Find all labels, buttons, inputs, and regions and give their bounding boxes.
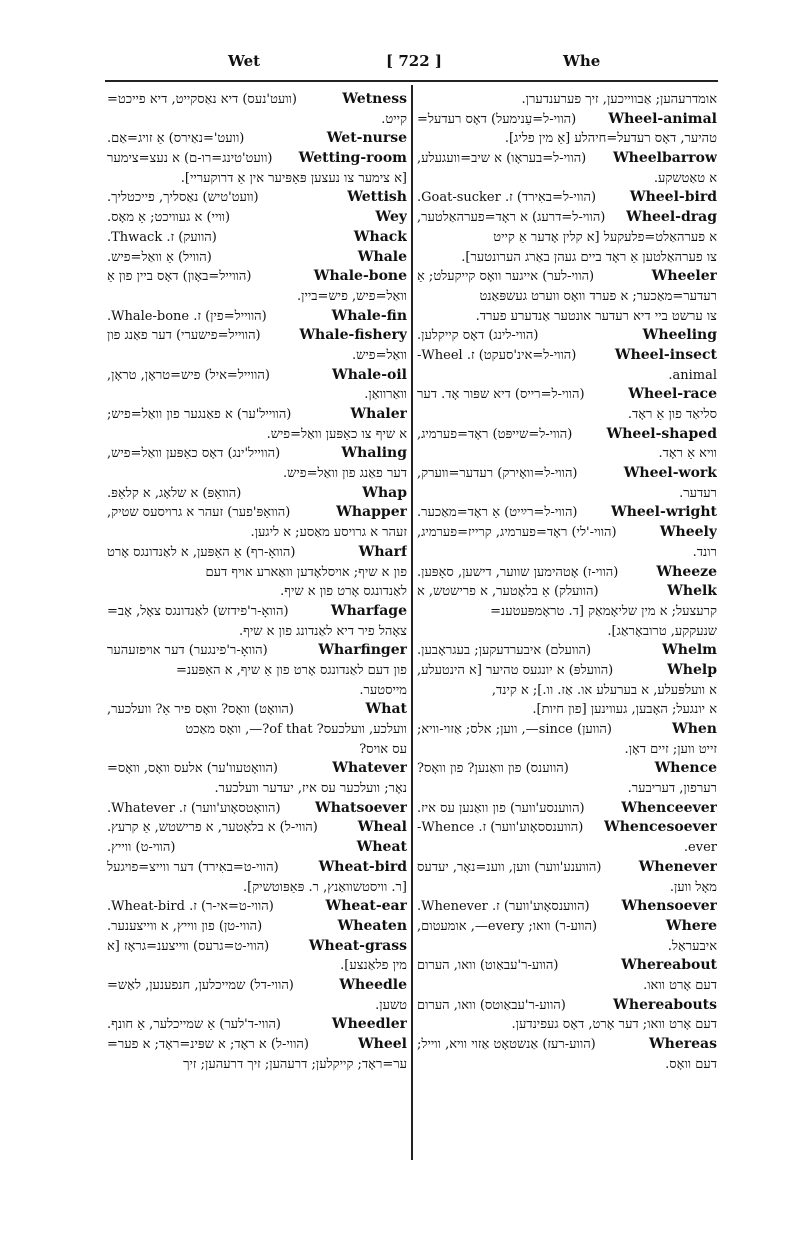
entry-definition: טהיער, דאָס רעדעל=חיהלע [אַ מין פליג]. (504, 131, 717, 147)
dictionary-entry (107, 858, 407, 878)
entry-definition: (וועט'טיש) נאַסליך, פייכטליך. (107, 190, 259, 206)
entry-headword: Whelp (667, 661, 717, 678)
entry-definition: (הוואַפּ) א שלאָג, א קלאַפּ. (107, 485, 242, 501)
entry-definition: סליאַד פון אַ ראָד. (627, 407, 717, 422)
dictionary-entry (107, 188, 407, 208)
entry-headword: Wheel-wright (610, 504, 717, 521)
entry-headword: Wheedle (339, 976, 407, 993)
dictionary-entry (417, 858, 717, 878)
entry-headword: Wheat-ear (325, 898, 407, 915)
dictionary-entry (417, 956, 717, 976)
dictionary-entry (107, 307, 407, 327)
dictionary-entry (107, 326, 407, 346)
entry-continuation (417, 484, 717, 504)
dictionary-entry (107, 484, 407, 504)
left-column (107, 90, 407, 1074)
entry-definition: איבעראַל. (667, 938, 717, 954)
header-right-guideword: Whe (563, 52, 601, 70)
entry-definition: (וועט'טינג=רו-ם) א נעצ=צימער (107, 151, 273, 167)
entry-definition: (הווי-ל) א ראָד; א שפּינ=ראָד; א פער= (107, 1037, 309, 1052)
entry-definition: [ר. וויסטשוואַנץ, ר. פּאַפּוטשיק]. (243, 879, 407, 895)
entry-definition: (הווי-ד'לער) אַ שמייכלער, אַ חונף. (107, 1017, 282, 1033)
entry-headword: Whap (362, 484, 407, 501)
entry-definition: (הוואַפּ'פער) זעהר א גרויסעס שטיק, (107, 505, 291, 521)
entry-continuation (417, 937, 717, 957)
entry-definition: זייט ווען; זיים דאָן. (624, 741, 717, 757)
entry-headword: Whack (353, 228, 407, 245)
entry-continuation (107, 346, 407, 366)
entry-definition: (הווייל'ינג) דאָס כאַפּען וואַל=פיש, (107, 446, 281, 462)
dictionary-entry (107, 937, 407, 957)
entry-definition: מאָל ווען. (669, 879, 717, 895)
dictionary-entry (417, 110, 717, 130)
entry-definition: (הווי-ל=רײַיט) אַ ראָד=מאַכער. (417, 505, 578, 521)
entry-headword: When (672, 721, 717, 737)
entry-definition: (הווע-ר'עבאַוט) וואו, הערום (417, 958, 559, 974)
entry-headword: Whereabouts (613, 996, 717, 1013)
entry-definition: (הווע-ר'עבאַוטס) וואו, הערום (417, 997, 566, 1013)
entry-definition: (הווי-ל) א בלאָטער, א פרישטש, אַ קרעץ. (107, 820, 318, 836)
dictionary-entry (107, 641, 407, 661)
dictionary-entry (107, 90, 407, 110)
entry-definition: דעם אָרט וואו. (643, 977, 717, 993)
dictionary-entry (107, 228, 407, 248)
entry-definition: (הווענסע'ווער) פון וואַנען עס איז. (417, 800, 585, 816)
entry-continuation (417, 700, 717, 720)
dictionary-entry (107, 1035, 407, 1055)
dictionary-entry (107, 543, 407, 563)
dictionary-entry (107, 759, 407, 779)
entry-definition: וואַל=פיש. (352, 347, 407, 363)
entry-continuation (417, 622, 717, 642)
dictionary-entry (417, 188, 717, 208)
entry-definition: (הווי-טן) פון ווייץ, א ווייצענער. (107, 918, 263, 934)
entry-headword: Wet-nurse (326, 130, 407, 147)
dictionary-entry (417, 818, 717, 838)
dictionary-entry (417, 425, 717, 445)
entry-definition: רערפון, דעריבער. (627, 781, 717, 797)
entry-headword: Whatsoever (315, 799, 407, 816)
dictionary-entry (107, 248, 407, 268)
dictionary-entry (417, 897, 717, 917)
entry-definition: קרעצעל; א מין שליאָמאַק [ד. טראָמפּעטענ= (490, 603, 717, 619)
entry-definition: א טאַטשקע. (653, 170, 717, 186)
entry-definition: (הווענס) פון וואַנען? פון וואָס? (417, 761, 569, 777)
entry-continuation (107, 425, 407, 445)
entry-headword: Wheeler (651, 268, 717, 285)
entry-definition: (הוועלם) איבערדעקען; בעגראָבען. (417, 643, 592, 659)
dictionary-entry (107, 799, 407, 819)
page-number: [ 722 ] (386, 52, 442, 70)
entry-definition: נאָר; וועלכער עס איז, יעדער וועלכער. (214, 781, 407, 797)
entry-continuation (417, 602, 717, 622)
entry-continuation (417, 681, 717, 701)
entry-continuation (417, 307, 717, 327)
column-divider (411, 85, 413, 1160)
entry-definition: (הווי-ט=גרעס) ווייצענ=גראָז [א (107, 938, 270, 954)
entry-continuation (417, 248, 717, 268)
entry-continuation (417, 543, 717, 563)
entry-headword: Wheaten (337, 917, 407, 934)
entry-definition: [א צימער צו נעצען פּאַפּיער אין אַ דרוקעריי]. (180, 170, 407, 186)
entry-definition: א שיף צו כאַפּען וואַל=פיש. (266, 426, 407, 442)
dictionary-entry (107, 503, 407, 523)
entry-headword: Whenceever (621, 799, 717, 816)
entry-definition: (הווי-לער) אייגער וואָס קייקעלט; אַ (417, 269, 595, 285)
entry-definition: וועלכע, וועלכעס? of that?—, וואָס מאַכט (185, 722, 407, 737)
entry-definition: (הווע-רעז) אַנשטאָט אַזוי וויא, ווייל; (417, 1037, 596, 1052)
entry-continuation (107, 956, 407, 976)
entry-continuation (107, 622, 407, 642)
entry-headword: Whale-bone (313, 268, 407, 285)
dictionary-entry (417, 208, 717, 228)
dictionary-entry (107, 1015, 407, 1035)
entry-headword: Wheel-work (623, 465, 717, 482)
entry-headword: Wheel-race (628, 386, 717, 403)
entry-headword: Wetting-room (298, 150, 407, 167)
entry-definition: (הווי-ל=עַנימעל) דאָס רעדעל= (417, 111, 577, 127)
entry-headword: Wheat-grass (308, 937, 407, 954)
header-left-guideword: Wet (228, 52, 261, 70)
dictionary-entry (417, 661, 717, 681)
entry-headword: Whale (357, 248, 407, 265)
entry-headword: Whelm (662, 642, 717, 659)
entry-headword: Wheel-drag (626, 209, 717, 226)
entry-definition: (הווי-ל=שייפּט) ראָד=פערמיג, (417, 426, 573, 442)
dictionary-entry (417, 1035, 717, 1055)
entry-definition: (הווען) since—, ווען; אלס; אַזוי-וויא; (417, 722, 612, 737)
entry-continuation (107, 878, 407, 898)
entry-definition: מייסטער. (359, 682, 407, 698)
dictionary-entry (417, 326, 717, 346)
entry-continuation (417, 405, 717, 425)
entry-definition: דעם אָרט וואו; דער אָרט, דאָס געפינדען. (511, 1017, 717, 1033)
dictionary-entry (107, 444, 407, 464)
entry-definition: (הוויל) אַ וואַל=פיש. (107, 249, 212, 265)
entry-definition: (הווי-ל=באִירד) ז. Goat-sucker. (417, 190, 597, 206)
entry-continuation (107, 582, 407, 602)
entry-definition: (הווי-ל=בעראָו) א שיב=וועגעלע, (417, 151, 587, 167)
right-column (417, 90, 717, 1074)
entry-definition: צו פערהאַלטען אַ ראָד ביים געהן באַרג הערונטער]. (461, 249, 717, 265)
entry-definition: (הווי-ל=אינ'סעקט) ז. Wheel- (417, 347, 577, 363)
entry-headword: What (365, 701, 407, 718)
entry-headword: Whaling (341, 445, 407, 462)
dictionary-entry (107, 129, 407, 149)
entry-headword: Whatever (332, 760, 407, 777)
entry-definition: (הווייל'ער) א פאַנגער פון וואַל=פיש; (107, 407, 292, 422)
entry-continuation (107, 464, 407, 484)
entry-continuation (107, 661, 407, 681)
entry-headword: Wey (375, 209, 407, 226)
entry-continuation (417, 169, 717, 189)
entry-continuation (107, 996, 407, 1016)
entry-definition: (הווענע'ווער) ווען, ווענ=נאָר, יעדעס (417, 859, 602, 875)
entry-continuation (417, 1015, 717, 1035)
entry-continuation (107, 110, 407, 130)
entry-definition: (הווייל=פין) ז. Whale-bone. (107, 308, 267, 324)
entry-definition: א פערהאַלט=פלעקעל [א קלין אָדער אַ קייט (493, 229, 717, 245)
entry-definition: (הוועלפּ) א יונגעס טהיער [א הינטעלע, (417, 662, 614, 678)
entry-definition: צאָהל פיר דיא לאַנדונג פון א שיף. (239, 623, 407, 639)
running-header (108, 52, 718, 74)
entry-definition: עס אויס? (359, 741, 407, 757)
entry-continuation (417, 976, 717, 996)
entry-definition: (וועט'נעס) דיא נאַסקייט, דיא פייכט= (107, 92, 297, 107)
entry-definition: (הווענסאָוע'ווער) ז. Whenever. (417, 899, 590, 915)
entry-definition: א וועלפּעלע, א בערעלע או. אַז. וו.]; א קינד, (491, 682, 717, 698)
entry-definition: (הווייל=פישערי) דער פאַנג פון (107, 328, 261, 344)
dictionary-entry (417, 523, 717, 543)
entry-continuation (107, 720, 407, 740)
entry-definition: צו ערשט ביי דיא רעדער אונטער אַנדערע פערד. (475, 308, 717, 324)
dictionary-entry (417, 267, 717, 287)
entry-headword: Wheedler (331, 1016, 407, 1033)
entry-headword: Wetness (342, 91, 407, 107)
entry-definition: (הווענססאָוע'ווער) ז. Whence- (417, 820, 584, 836)
entry-definition: (הוואָ-ר'פינגער) דער אויפזעהער (107, 643, 268, 659)
dictionary-entry (107, 838, 407, 858)
entry-headword: Whale-fin (331, 307, 407, 324)
dictionary-entry (107, 818, 407, 838)
entry-continuation (417, 228, 717, 248)
entry-headword: Whale-fishery (299, 327, 407, 344)
dictionary-entry (417, 464, 717, 484)
entry-definition: אומדרעהען; אַבווייכען, זיך פערענדערן. (521, 92, 717, 107)
entry-definition: (הווי-ל=דרעג) א ראָד=פערהאַלטער, (417, 210, 606, 226)
entry-headword: Wheel-insect (614, 346, 717, 363)
entry-continuation (107, 1055, 407, 1075)
entry-continuation (417, 366, 717, 386)
entry-headword: Wheeling (642, 327, 717, 344)
entry-definition: (הוואָ-רף) אַ האַפּען, א לאַנדונגס אָרט (107, 544, 296, 560)
entry-continuation (417, 1055, 717, 1075)
entry-continuation (417, 129, 717, 149)
entry-headword: Wheel-animal (608, 110, 717, 127)
dictionary-entry (417, 917, 717, 937)
entry-continuation (107, 779, 407, 799)
dictionary-entry (107, 897, 407, 917)
entry-definition: קייט. (381, 111, 407, 127)
entry-headword: Wheelbarrow (612, 150, 717, 167)
dictionary-entry (417, 503, 717, 523)
entry-continuation (107, 740, 407, 760)
entry-headword: Where (665, 917, 717, 934)
entry-definition: רונד. (692, 544, 717, 560)
entry-continuation (417, 779, 717, 799)
dictionary-entry (417, 582, 717, 602)
entry-continuation (417, 444, 717, 464)
dictionary-entry (417, 720, 717, 740)
dictionary-entry (417, 563, 717, 583)
dictionary-entry (417, 385, 717, 405)
dictionary-entry (417, 799, 717, 819)
entry-definition: (הוואָט) וואָס? וואָס פיר אַ? וועלכער, (107, 702, 294, 718)
entry-definition: (הווייל=איל) פיש=טראָן, טראָן, (107, 367, 270, 383)
entry-continuation (417, 740, 717, 760)
dictionary-entry (107, 208, 407, 228)
entry-definition: (הוועק) ז. Thwack. (107, 229, 217, 245)
entry-headword: Whaler (350, 406, 407, 422)
entry-continuation (417, 838, 717, 858)
entry-continuation (417, 287, 717, 307)
entry-definition: פון דעם לאַנדונגס אָרט פון אַ שיף, א האַפּענ= (176, 662, 407, 678)
entry-definition: מין פלאַנצע]. (340, 958, 407, 974)
entry-definition: (וועט'=נאַירס) אַ זויג=אַם. (107, 131, 245, 147)
entry-definition: (הוואָ-ר'פידזש) לאַנדונגס צאָל, אָב= (107, 603, 289, 619)
entry-continuation (107, 523, 407, 543)
entry-headword: Wettish (347, 189, 407, 206)
entry-headword: Whensoever (621, 898, 717, 915)
dictionary-entry (107, 700, 407, 720)
entry-headword: Wheat (356, 839, 407, 856)
entry-headword: Whencesoever (604, 819, 717, 836)
entry-definition: רעדער=מאַכער; א פערד וואָס ווערט געשפּאַנט (479, 288, 717, 304)
entry-definition: לאַנדונגס אָרט פון א שיף. (280, 584, 407, 600)
entry-headword: Whereas (648, 1036, 717, 1052)
entry-definition: (וויי) א געוויכט; אַ מאָס. (107, 210, 231, 226)
entry-definition: ever. (683, 840, 717, 856)
dictionary-entry (417, 346, 717, 366)
entry-headword: Whelk (667, 583, 717, 600)
entry-continuation (417, 90, 717, 110)
entry-definition: (הוואָטסאָוע'ווער) ז. Whatever. (107, 800, 281, 816)
entry-definition: ער=ראָד; קייקלען; דרעהען; זיך דרעהען; זיך (183, 1056, 407, 1072)
entry-continuation (107, 385, 407, 405)
entry-headword: Wharfage (330, 602, 407, 619)
entry-definition: רעדער. (679, 485, 717, 501)
dictionary-entry (107, 366, 407, 386)
entry-headword: Wheel-shaped (606, 425, 717, 442)
entry-definition: דעם וואָס. (665, 1056, 717, 1072)
entry-headword: Whence (654, 760, 717, 777)
entry-definition: (הווי-ט=באִירד) דער ווייצ=פויגעל (107, 859, 279, 875)
entry-continuation (107, 563, 407, 583)
entry-definition: (הווי-ט) ווייץ. (107, 840, 176, 856)
dictionary-entry (417, 759, 717, 779)
entry-headword: Wheal (357, 819, 407, 836)
entry-headword: Wheel (357, 1036, 407, 1052)
entry-continuation (417, 878, 717, 898)
entry-definition: פון א שיף; אויסלאָדען וואַארע אויף דעם (205, 564, 407, 580)
entry-continuation (107, 287, 407, 307)
entry-definition: (הווי-ל=רייס) דיא שפּור אָד. דער (417, 387, 585, 403)
entry-definition: (הווע-ר) וואו; every—, אומעטום, (417, 918, 598, 934)
entry-definition: וויא אַ ראָד. (658, 446, 717, 462)
dictionary-entry (107, 602, 407, 622)
dictionary-entry (417, 641, 717, 661)
entry-definition: טשען. (375, 997, 407, 1013)
dictionary-entry (417, 149, 717, 169)
entry-continuation (107, 169, 407, 189)
entry-definition: (הווי-לינג) דאָס קייקלען. (417, 328, 539, 344)
dictionary-entry (107, 976, 407, 996)
dictionary-entry (107, 917, 407, 937)
entry-headword: Wheel-bird (629, 189, 717, 206)
entry-definition: דער פאַנג פון וואַל=פיש. (283, 466, 407, 482)
entry-definition: (הווי-ז) אָטהימען שווער, דישען, סאָפּען. (417, 564, 619, 580)
entry-headword: Wharf (358, 543, 407, 560)
entry-headword: Wheely (659, 524, 717, 541)
entry-definition: שנעקקע, טרובאָראַג]. (607, 623, 717, 639)
entry-headword: Wharfinger (318, 642, 407, 659)
entry-headword: Whenever (638, 858, 717, 875)
entry-definition: (הווי-'לי) ראָד=פערמיג, קרייז=פערמיג, (417, 525, 617, 541)
entry-headword: Wheeze (656, 563, 717, 580)
entry-continuation (107, 681, 407, 701)
entry-definition: א יונגעל; האָבען, געווינען [פון חיות]. (532, 702, 717, 718)
dictionary-entry (417, 996, 717, 1016)
entry-definition: (הווי-דל) שמייכלען, חנפענען, לאַש= (107, 977, 294, 993)
entry-headword: Whale-oil (332, 366, 407, 383)
header-rule (105, 80, 718, 82)
entry-definition: animal. (668, 367, 717, 383)
entry-definition: (הוואָטעוו'ער) אלעס וואָס, וואָס= (107, 761, 279, 777)
entry-definition: וואַרוואַן. (364, 387, 407, 403)
dictionary-entry (107, 405, 407, 425)
dictionary-entry (107, 149, 407, 169)
dictionary-entry (107, 267, 407, 287)
entry-headword: Wheat-bird (318, 858, 407, 875)
entry-definition: (הווייל=באָון) דאָס ביין פון אַ (107, 269, 252, 285)
entry-definition: זעהר א גרויסע מאַסע; א ליגען. (250, 525, 407, 541)
entry-definition: (הוועלק) אַ בלאָטער, א פרישטש, א (417, 584, 599, 600)
entry-definition: (הווי-ט=אי-ר) ז. Wheat-bird. (107, 899, 274, 915)
entry-definition: (הווי-ל=וואָירק) רעדער=ווערק, (417, 466, 578, 482)
entry-headword: Whereabout (621, 957, 717, 974)
entry-definition: וואַל=פיש, פיש=ביין. (297, 288, 407, 304)
entry-headword: Whapper (336, 504, 407, 521)
